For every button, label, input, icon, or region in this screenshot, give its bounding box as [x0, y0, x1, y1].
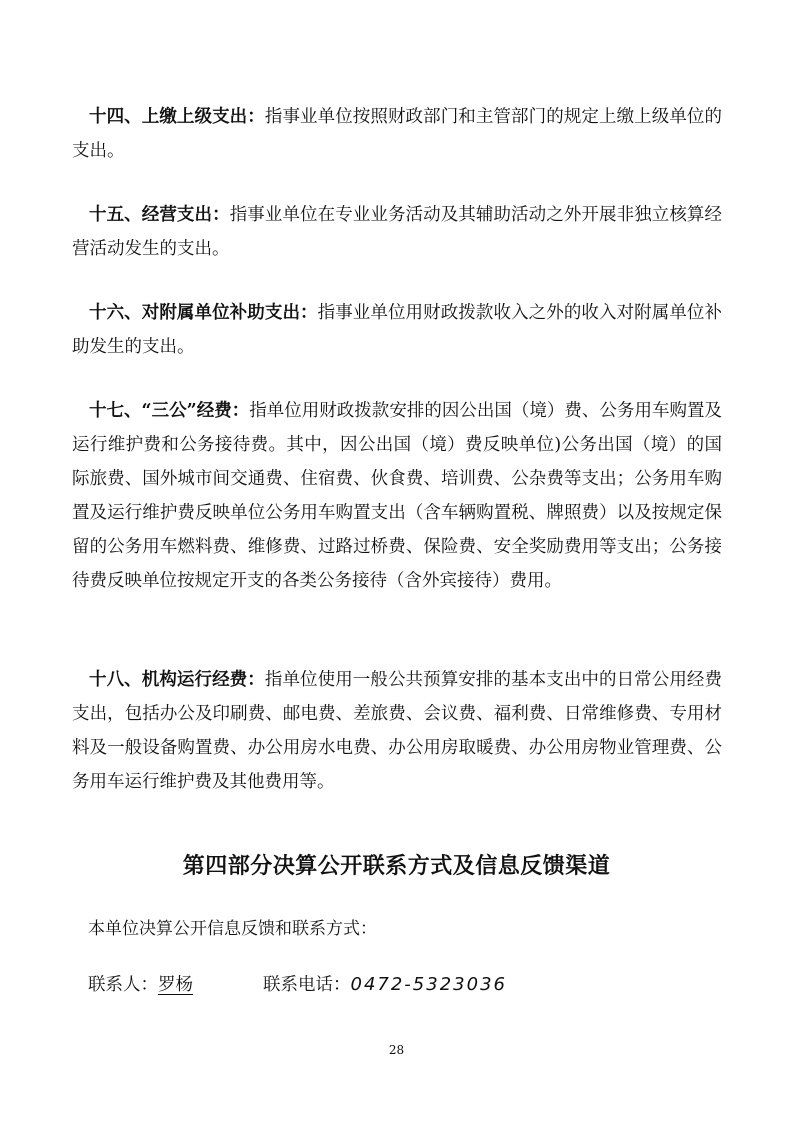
- definition-paragraph-18: [72, 663, 722, 799]
- definition-paragraph-15: [72, 198, 722, 266]
- phone-value: 0472-5323036: [350, 974, 507, 995]
- page-number: 28: [388, 1043, 405, 1057]
- section-heading: 第四部分决算公开联系方式及信息反馈渠道: [182, 853, 611, 879]
- contact-label: 联系人：: [88, 975, 158, 995]
- definition-paragraph-14: [72, 100, 722, 168]
- phone-label: 联系电话：: [263, 975, 351, 995]
- definition-body: 指事业单位在专业业务活动及其辅助活动之外开展非独立核算经营活动发生的支出。: [72, 205, 722, 259]
- definition-body: 指单位用财政拨款安排的因公出国（境）费、公务用车购置及运行维护费和公务接待费。其中，因公出国（境）费反映单位)公务出国（境）的国际旅费、国外城市间交通费、住宿费、伙食费、培训费、公杂费等支出；公务用车购置及运行维护费反映单位公务用车购置支出（含车辆购置税、牌照费）以及按规定保留的公务用车燃料费、维修费、过路过桥费、保险费、安全奖励费用等支出；公务接待费反映单位按规定开支的各类公务接待（含外宾接待）费用。: [72, 401, 722, 591]
- feedback-intro: 本单位决算公开信息反馈和联系方式：: [88, 919, 377, 939]
- definition-paragraph-16: [72, 296, 722, 364]
- contact-name: 罗杨: [158, 975, 193, 995]
- definition-body: 指事业单位按照财政部门和主管部门的规定上缴上级单位的支出。: [72, 107, 723, 161]
- definition-body: 指单位使用一般公共预算安排的基本支出中的日常公用经费支出，包括办公及印刷费、邮电费、差旅费、会议费、福利费、日常维修费、专用材料及一般设备购置费、办公用房水电费、办公用房取暖费、办公用房物业管理费、公务用车运行维护费及其他费用等。: [72, 670, 723, 792]
- definition-body: 指事业单位用财政拨款收入之外的收入对附属单位补助发生的支出。: [72, 303, 723, 357]
- definition-term: 十七、“三公”经费：: [89, 401, 250, 421]
- contact-line: [88, 968, 507, 1002]
- definition-term: 十五、经营支出：: [89, 205, 230, 225]
- definition-term: 十八、机构运行经费：: [89, 670, 265, 690]
- definition-paragraph-17: [72, 394, 722, 598]
- definition-term: 十六、对附属单位补助支出：: [89, 303, 318, 323]
- definition-term: 十四、上缴上级支出：: [89, 107, 265, 127]
